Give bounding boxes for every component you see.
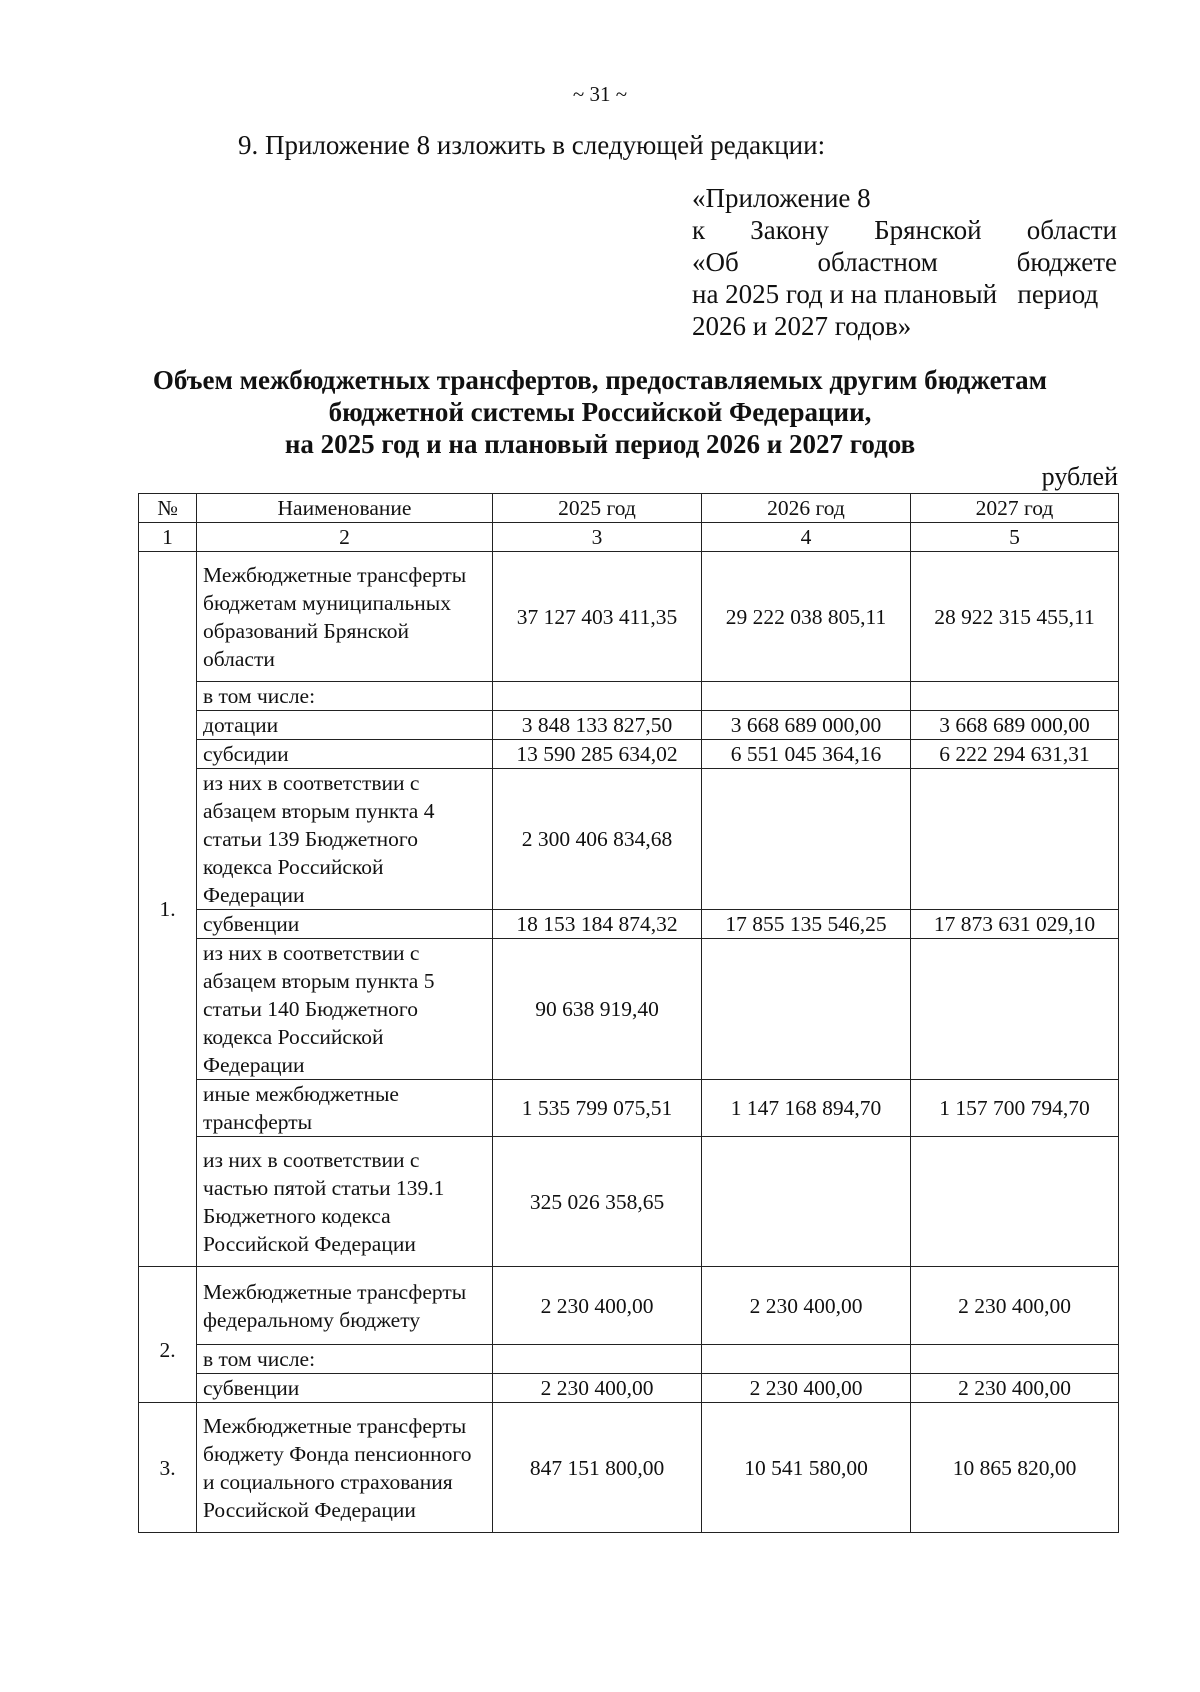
value-2026-cell: 6 551 045 364,16 — [702, 740, 911, 769]
table-row — [139, 1137, 1119, 1267]
title-line-3: на 2025 год и на плановый период 2026 и 2027 годов — [284, 429, 916, 459]
table-row — [139, 740, 1119, 769]
name-cell: Межбюджетные трансферты федеральному бюджету — [197, 1267, 493, 1345]
row-number-cell: 1. — [139, 552, 197, 1267]
value-2025-cell: 2 230 400,00 — [493, 1374, 702, 1403]
value-2025-cell: 847 151 800,00 — [493, 1403, 702, 1533]
name-cell: из них в соответствии с абзацем вторым пункта 4 статьи 139 Бюджетного кодекса Российской Федерации — [197, 769, 493, 910]
table-row — [139, 910, 1119, 939]
name-cell: субсидии — [197, 740, 493, 769]
units-label: рублей — [1041, 462, 1118, 491]
table-row — [139, 769, 1119, 910]
name-cell: дотации — [197, 711, 493, 740]
header-cell-2025: 2025 год — [493, 494, 702, 523]
name-cell: субвенции — [197, 910, 493, 939]
table-row — [139, 1403, 1119, 1533]
table-column-number-row — [139, 523, 1119, 552]
column-number-cell: 5 — [911, 523, 1119, 552]
table-row — [139, 1374, 1119, 1403]
column-number-cell: 4 — [702, 523, 911, 552]
table-row — [139, 711, 1119, 740]
value-2026-cell — [702, 1345, 911, 1374]
row-number-cell: 2. — [139, 1267, 197, 1403]
annex-reference — [692, 182, 1117, 342]
header-cell-no: № — [139, 494, 197, 523]
value-2026-cell: 2 230 400,00 — [702, 1267, 911, 1345]
column-number-cell: 2 — [197, 523, 493, 552]
value-2025-cell: 18 153 184 874,32 — [493, 910, 702, 939]
table-row — [139, 552, 1119, 682]
annex-word: бюджете — [1016, 247, 1117, 277]
value-2025-cell: 2 230 400,00 — [493, 1267, 702, 1345]
annex-line-3 — [692, 246, 1117, 278]
value-2026-cell: 3 668 689 000,00 — [702, 711, 911, 740]
value-2027-cell — [911, 1137, 1119, 1267]
table-row — [139, 1080, 1119, 1137]
value-2025-cell: 3 848 133 827,50 — [493, 711, 702, 740]
table-row — [139, 682, 1119, 711]
name-cell: иные межбюджетные трансферты — [197, 1080, 493, 1137]
value-2027-cell: 2 230 400,00 — [911, 1267, 1119, 1345]
value-2025-cell: 2 300 406 834,68 — [493, 769, 702, 910]
annex-word: «Об — [692, 247, 739, 277]
value-2027-cell: 17 873 631 029,10 — [911, 910, 1119, 939]
column-number-cell: 3 — [493, 523, 702, 552]
value-2025-cell: 1 535 799 075,51 — [493, 1080, 702, 1137]
table-row — [139, 939, 1119, 1080]
value-2025-cell — [493, 1345, 702, 1374]
value-2025-cell — [493, 682, 702, 711]
value-2027-cell: 10 865 820,00 — [911, 1403, 1119, 1533]
row-number-cell: 3. — [139, 1403, 197, 1533]
amendment-intro: 9. Приложение 8 изложить в следующей редакции: — [238, 130, 826, 160]
value-2025-cell: 90 638 919,40 — [493, 939, 702, 1080]
column-number-cell: 1 — [139, 523, 197, 552]
value-2025-cell: 13 590 285 634,02 — [493, 740, 702, 769]
annex-word: Закону — [750, 215, 829, 245]
annex-word: областном — [817, 247, 938, 277]
annex-line-1: «Приложение 8 — [692, 183, 871, 213]
name-cell: из них в соответствии с абзацем вторым пункта 5 статьи 140 Бюджетного кодекса Российской Федерации — [197, 939, 493, 1080]
annex-word: области — [1026, 215, 1117, 245]
document-title — [60, 364, 1140, 460]
transfers-table — [138, 493, 1119, 1533]
value-2027-cell: 6 222 294 631,31 — [911, 740, 1119, 769]
value-2026-cell — [702, 1137, 911, 1267]
value-2026-cell — [702, 682, 911, 711]
value-2027-cell: 28 922 315 455,11 — [911, 552, 1119, 682]
annex-line-5: 2026 и 2027 годов» — [692, 311, 912, 341]
value-2025-cell: 325 026 358,65 — [493, 1137, 702, 1267]
table-header-row — [139, 494, 1119, 523]
value-2027-cell — [911, 769, 1119, 910]
annex-word: Брянской — [874, 215, 982, 245]
annex-line-2 — [692, 214, 1117, 246]
value-2026-cell: 10 541 580,00 — [702, 1403, 911, 1533]
table-row — [139, 1267, 1119, 1345]
name-cell: Межбюджетные трансферты бюджету Фонда пенсионного и социального страхования Российской Федерации — [197, 1403, 493, 1533]
title-line-2: бюджетной системы Российской Федерации, — [328, 397, 872, 427]
annex-line-4: на 2025 год и на плановый период — [692, 279, 1099, 309]
header-cell-name: Наименование — [197, 494, 493, 523]
value-2026-cell: 2 230 400,00 — [702, 1374, 911, 1403]
name-cell: субвенции — [197, 1374, 493, 1403]
value-2027-cell: 2 230 400,00 — [911, 1374, 1119, 1403]
value-2027-cell: 3 668 689 000,00 — [911, 711, 1119, 740]
value-2025-cell: 37 127 403 411,35 — [493, 552, 702, 682]
value-2027-cell — [911, 939, 1119, 1080]
value-2027-cell — [911, 1345, 1119, 1374]
table-row — [139, 1345, 1119, 1374]
value-2026-cell: 29 222 038 805,11 — [702, 552, 911, 682]
value-2026-cell: 1 147 168 894,70 — [702, 1080, 911, 1137]
page-number: ~ 31 ~ — [572, 82, 628, 106]
name-cell: в том числе: — [197, 682, 493, 711]
name-cell: из них в соответствии с частью пятой статьи 139.1 Бюджетного кодекса Российской Федерации — [197, 1137, 493, 1267]
value-2027-cell: 1 157 700 794,70 — [911, 1080, 1119, 1137]
title-line-1: Объем межбюджетных трансфертов, предоставляемых другим бюджетам — [152, 365, 1048, 395]
value-2026-cell — [702, 939, 911, 1080]
name-cell: в том числе: — [197, 1345, 493, 1374]
value-2026-cell — [702, 769, 911, 910]
annex-word: к — [692, 215, 706, 245]
value-2027-cell — [911, 682, 1119, 711]
header-cell-2027: 2027 год — [911, 494, 1119, 523]
name-cell: Межбюджетные трансферты бюджетам муниципальных образований Брянской области — [197, 552, 493, 682]
header-cell-2026: 2026 год — [702, 494, 911, 523]
value-2026-cell: 17 855 135 546,25 — [702, 910, 911, 939]
